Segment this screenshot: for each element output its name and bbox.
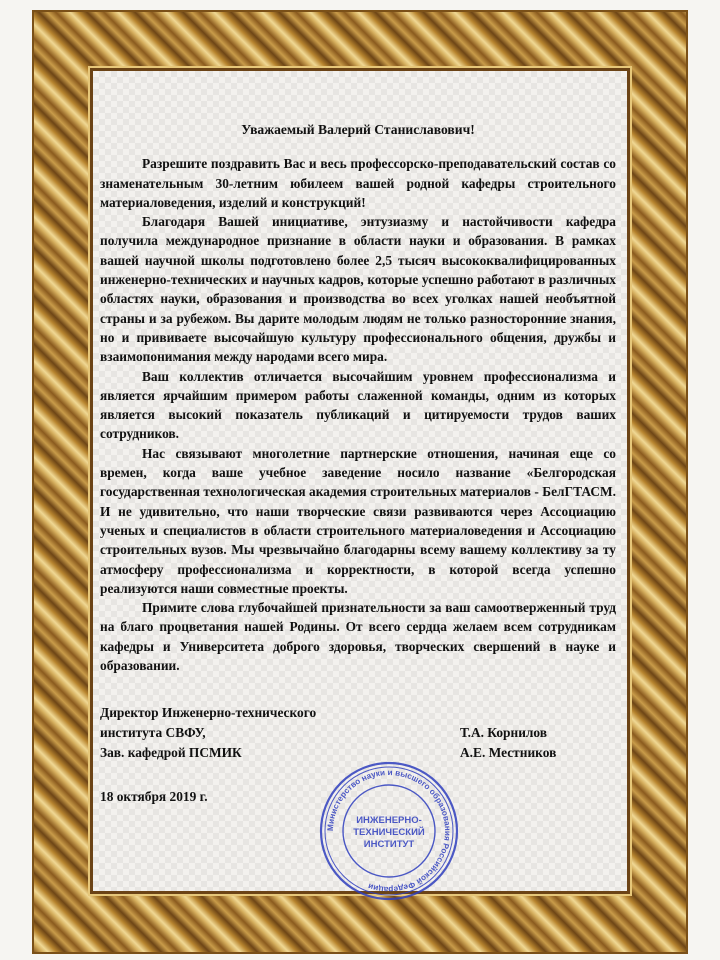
letter-body	[100, 120, 616, 807]
paragraph-2: Благодаря Вашей инициативе, энтузиазму и настойчивости кафедра получила международное признание в области науки и образования. В рамках вашей научной школы подготовлено более 2,5 тысяч высококвалифицированных инженерно-технических и научных кадров, которые успешно работают в различных областях науки, образования и производства во всех уголках нашей необъятной страны и за рубежом. Вы дарите молодым людям не только разносторонние знания, но и прививаете высочайшую культуру профессионального общения, дружбы и взаимопонимания между народами всего мира.	[100, 214, 616, 365]
seal-center-line-3: ИНСТИТУТ	[363, 839, 415, 850]
signature-row-1	[100, 703, 616, 723]
signature-row-2	[100, 723, 616, 743]
seal-center-line-2: ТЕХНИЧЕСКИЙ	[353, 827, 425, 838]
signatory-name-1: Т.А. Корнилов	[460, 725, 548, 741]
seal-ring-text: Министерство науки и высшего образования Российской Федерации	[325, 767, 453, 895]
signatory-title-line-2: института СВФУ,	[100, 725, 206, 741]
official-seal-stamp	[318, 760, 460, 902]
salutation: Уважаемый Валерий Станиславович!	[241, 122, 475, 137]
seal-center-line-1: ИНЖЕНЕРНО-	[356, 815, 422, 826]
paragraph-3: Ваш коллектив отличается высочайшим уровнем профессионализма и является ярчайшим примером работы слаженной команды, одним из которых является высокий показатель публикаций и цитируемости трудов ваших сотрудников.	[100, 368, 616, 442]
signatory-title-line-1: Директор Инженерно-технического	[100, 705, 317, 721]
signatory-name-2: А.Е. Местников	[460, 745, 557, 761]
signatory-title-line-3: Зав. кафедрой ПСМИК	[100, 745, 242, 761]
letter-date: 18 октября 2019 г.	[100, 789, 208, 805]
paragraph-4: Нас связывают многолетние партнерские отношения, начиная еще со времен, когда ваше учебное заведение носило название «Белгородская государственная технологическая академия строительных материалов - БелГТАСМ. И не удивительно, что наши творческие связи развиваются через Ассоциацию ученых и специалистов в области строительного материаловедения и Ассоциацию строительных вузов. Мы чрезвычайно благодарны всему вашему коллективу за ту атмосферу профессионализма и корректности, в которой всегда успешно реализуются наши совместные проекты.	[100, 445, 616, 596]
paragraph-5: Примите слова глубочайшей признательности за ваш самоотверженный труд на благо процветания нашей Родины. От всего сердца желаем всем сотрудникам кафедры и Университета доброго здоровья, творческих свершений в науке и образовании.	[100, 600, 616, 674]
paragraph-1: Разрешите поздравить Вас и весь профессорско-преподавательский состав со знаменательным 30-летним юбилеем вашей родной кафедры строительного материаловедения, изделий и конструкций!	[100, 156, 616, 210]
